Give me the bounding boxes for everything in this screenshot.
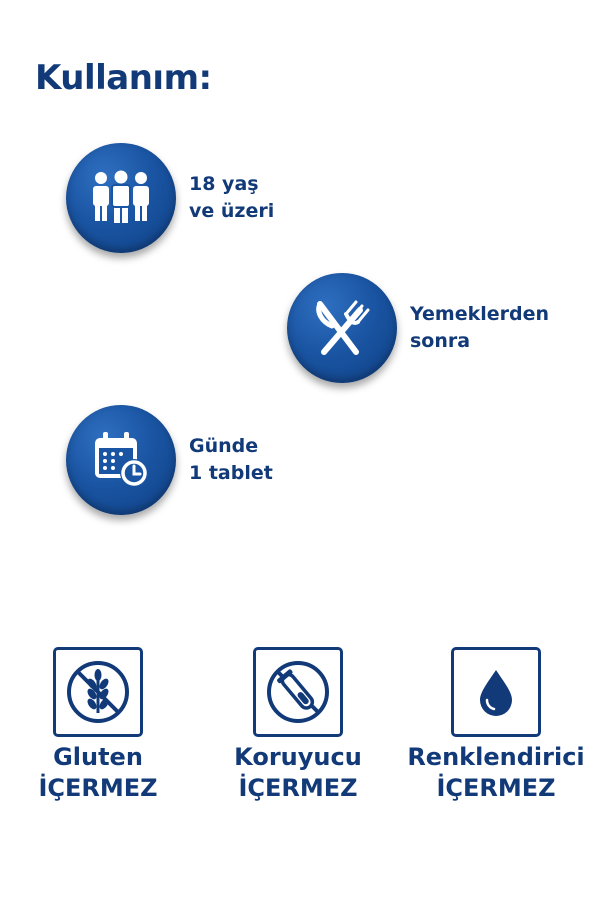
people-group-icon <box>88 165 154 231</box>
no-preservative-icon <box>263 657 333 727</box>
usage-daily-line2: 1 tablet <box>189 462 273 484</box>
water-drop-icon <box>468 664 524 720</box>
feature-preservative-sublabel: İÇERMEZ <box>238 774 358 802</box>
daily-badge <box>66 405 176 515</box>
feature-preservative-free <box>208 647 388 804</box>
usage-item-daily <box>66 405 273 515</box>
usage-meal-line2: sonra <box>410 330 471 352</box>
usage-meal-line1: Yemeklerden <box>410 303 550 325</box>
page-title: Kullanım: <box>35 58 212 98</box>
usage-item-age <box>66 143 274 253</box>
feature-preservative-label: Koruyucu <box>234 743 362 771</box>
feature-gluten-free <box>8 647 188 804</box>
no-gluten-icon <box>63 657 133 727</box>
gluten-icon-box <box>53 647 143 737</box>
colorant-icon-box <box>451 647 541 737</box>
usage-item-meal <box>287 273 549 383</box>
preservative-icon-box <box>253 647 343 737</box>
fork-knife-icon <box>310 296 374 360</box>
meal-badge <box>287 273 397 383</box>
usage-age-line2: ve üzeri <box>189 200 275 222</box>
age-badge <box>66 143 176 253</box>
feature-colorant-sublabel: İÇERMEZ <box>436 774 556 802</box>
calendar-clock-icon <box>89 428 153 492</box>
usage-age-line1: 18 yaş <box>189 173 259 195</box>
usage-daily-line1: Günde <box>189 435 259 457</box>
feature-colorant-free <box>406 647 586 804</box>
feature-gluten-label: Gluten <box>53 743 143 771</box>
feature-colorant-label: Renklendirici <box>407 743 585 771</box>
feature-gluten-sublabel: İÇERMEZ <box>38 774 158 802</box>
